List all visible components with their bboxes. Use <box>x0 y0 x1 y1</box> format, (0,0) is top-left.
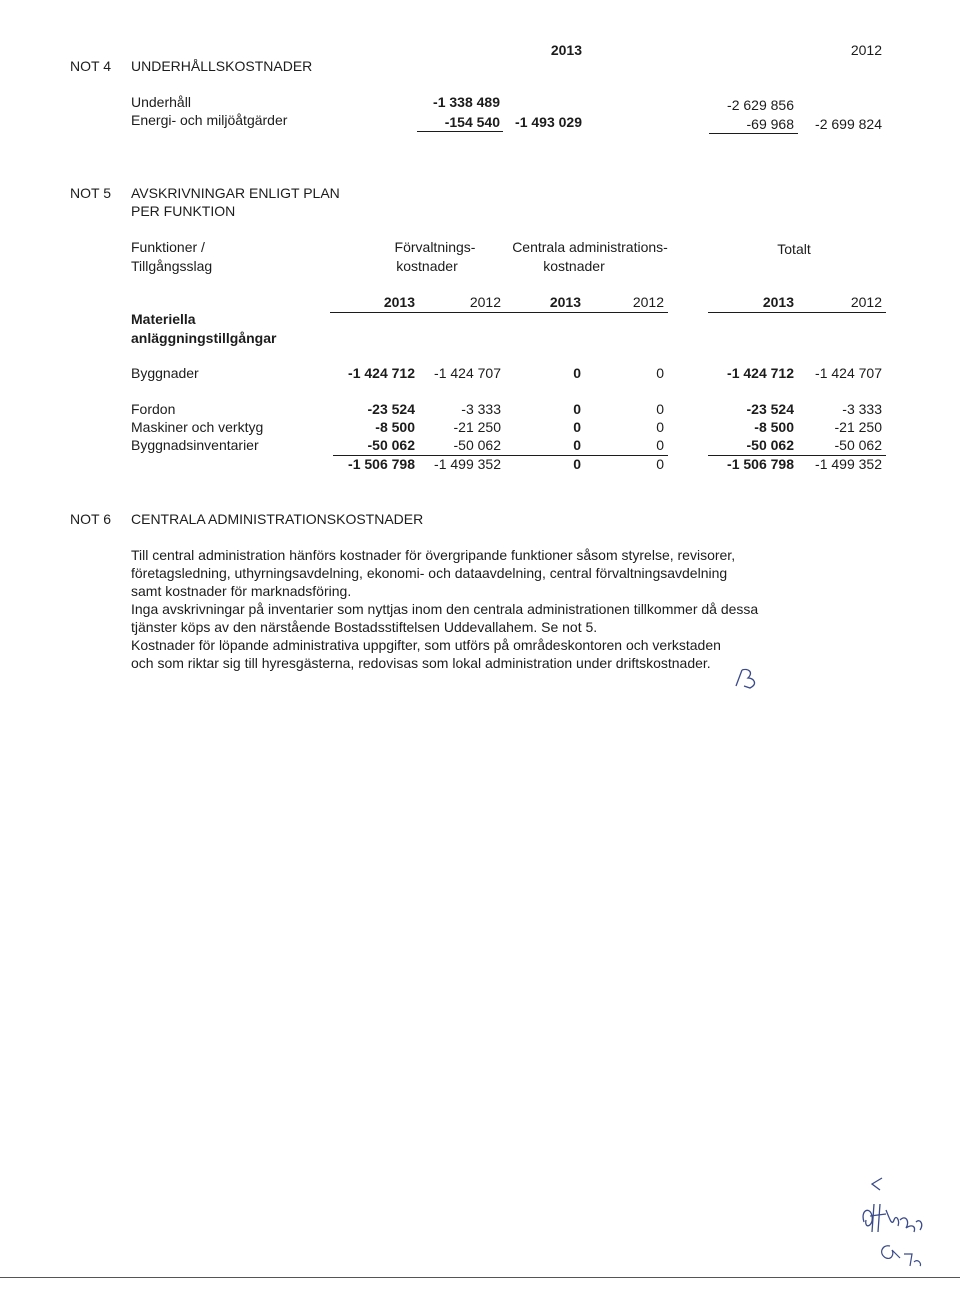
col-header-function: Funktioner / <box>131 239 205 255</box>
cell-forv-2013: -50 062 <box>367 437 415 453</box>
cell-total-2012: -21 250 <box>834 419 882 435</box>
cell-total-2013: -1 424 712 <box>727 365 794 381</box>
asset-row-label: Maskiner och verktyg <box>131 419 264 435</box>
cell-central-2012: 0 <box>656 437 664 453</box>
cell-forv-2013: -23 524 <box>367 401 415 417</box>
asset-row-label: Fordon <box>131 401 176 417</box>
handwritten-signature <box>860 1170 950 1270</box>
header-rule-forv-central <box>330 312 668 313</box>
total-total-2012: -1 499 352 <box>815 456 882 472</box>
note4-total-2013: -1 493 029 <box>515 114 582 130</box>
col-header-forvaltning: kostnader <box>396 258 458 274</box>
note5-year-2013: 2013 <box>762 294 794 310</box>
note4-underline-2012 <box>709 133 798 134</box>
section-label: anläggningstillgångar <box>131 330 277 346</box>
note4-row-2012: -69 968 <box>746 116 794 132</box>
total-forv-2012: -1 499 352 <box>434 456 501 472</box>
col-header-forvaltning: Förvaltnings- <box>394 239 476 255</box>
col-header-central-admin: Centrala administrations- <box>512 239 668 255</box>
cell-forv-2013: -1 424 712 <box>348 365 415 381</box>
note6-line: samt kostnader för marknadsföring. <box>131 583 352 599</box>
note4-total-2012: -2 699 824 <box>815 116 882 132</box>
cell-forv-2012: -1 424 707 <box>434 365 501 381</box>
cell-central-2013: 0 <box>573 365 581 381</box>
col-header-central-admin: kostnader <box>543 258 605 274</box>
col-header-function: Tillgångsslag <box>131 258 213 274</box>
cell-forv-2013: -8 500 <box>375 419 415 435</box>
cell-total-2012: -50 062 <box>834 437 882 453</box>
total-central-2013: 0 <box>573 456 581 472</box>
cell-forv-2012: -50 062 <box>453 437 501 453</box>
note4-label: NOT 4 <box>70 58 111 74</box>
cell-total-2012: -3 333 <box>842 401 882 417</box>
note6-title: CENTRALA ADMINISTRATIONSKOSTNADER <box>131 511 424 527</box>
header-rule-total <box>708 312 886 313</box>
cell-central-2012: 0 <box>656 401 664 417</box>
note5-year-2012: 2012 <box>632 294 664 310</box>
note5-year-2012: 2012 <box>850 294 882 310</box>
note6-body <box>131 546 811 672</box>
note5-year-2012: 2012 <box>469 294 501 310</box>
total-forv-2013: -1 506 798 <box>348 456 415 472</box>
note6-line: tjänster köps av den närstående Bostadsstiftelsen Uddevallahem. Se not 5. <box>131 619 598 635</box>
section-label: Materiella <box>131 311 196 327</box>
note6-line: och som riktar sig till hyresgästerna, redovisas som lokal administration under driftskostnader. <box>131 655 711 671</box>
asset-row-label: Byggnader <box>131 365 199 381</box>
cell-total-2013: -50 062 <box>746 437 794 453</box>
cell-forv-2012: -21 250 <box>453 419 501 435</box>
cell-central-2013: 0 <box>573 401 581 417</box>
total-central-2012: 0 <box>656 456 664 472</box>
note5-year-2013: 2013 <box>383 294 415 310</box>
cell-forv-2012: -3 333 <box>461 401 501 417</box>
cell-total-2013: -23 524 <box>746 401 794 417</box>
handwritten-initials <box>728 664 768 692</box>
note6-line: Kostnader för löpande administrativa uppgifter, som utförs på områdeskontoren och verkstaden <box>131 637 721 653</box>
note4-row-2013: -1 338 489 <box>433 94 500 110</box>
note5-label: NOT 5 <box>70 185 111 201</box>
note5-title: PER FUNKTION <box>131 203 236 219</box>
note4-title: UNDERHÅLLSKOSTNADER <box>131 58 313 74</box>
asset-row-label: Byggnadsinventarier <box>131 437 259 453</box>
note4-row-label: Underhåll <box>131 94 191 110</box>
cell-total-2012: -1 424 707 <box>815 365 882 381</box>
note5-year-2013: 2013 <box>549 294 581 310</box>
note4-row-2013: -154 540 <box>444 114 500 130</box>
cell-total-2013: -8 500 <box>754 419 794 435</box>
note4-underline-2013 <box>417 131 503 132</box>
note4-row-2012: -2 629 856 <box>727 97 794 113</box>
note6-line: företagsledning, uthyrningsavdelning, ekonomi- och dataavdelning, central förvaltningsavdelning <box>131 565 728 581</box>
cell-central-2013: 0 <box>573 419 581 435</box>
col-header-total: Totalt <box>777 241 811 257</box>
cell-central-2012: 0 <box>656 419 664 435</box>
note4-year-2013: 2013 <box>550 42 582 58</box>
page-bottom-rule <box>0 1277 960 1278</box>
note6-line: Inga avskrivningar på inventarier som nyttjas inom den centrala administrationen tillkommer då dessa <box>131 601 759 617</box>
note4-year-2012: 2012 <box>850 42 882 58</box>
note6-label: NOT 6 <box>70 511 111 527</box>
total-total-2013: -1 506 798 <box>727 456 794 472</box>
note5-title: AVSKRIVNINGAR ENLIGT PLAN <box>131 185 340 201</box>
note6-line: Till central administration hänförs kostnader för övergripande funktioner såsom styrelse, revisorer, <box>131 547 736 563</box>
cell-central-2013: 0 <box>573 437 581 453</box>
cell-central-2012: 0 <box>656 365 664 381</box>
note4-row-label: Energi- och miljöåtgärder <box>131 112 288 128</box>
